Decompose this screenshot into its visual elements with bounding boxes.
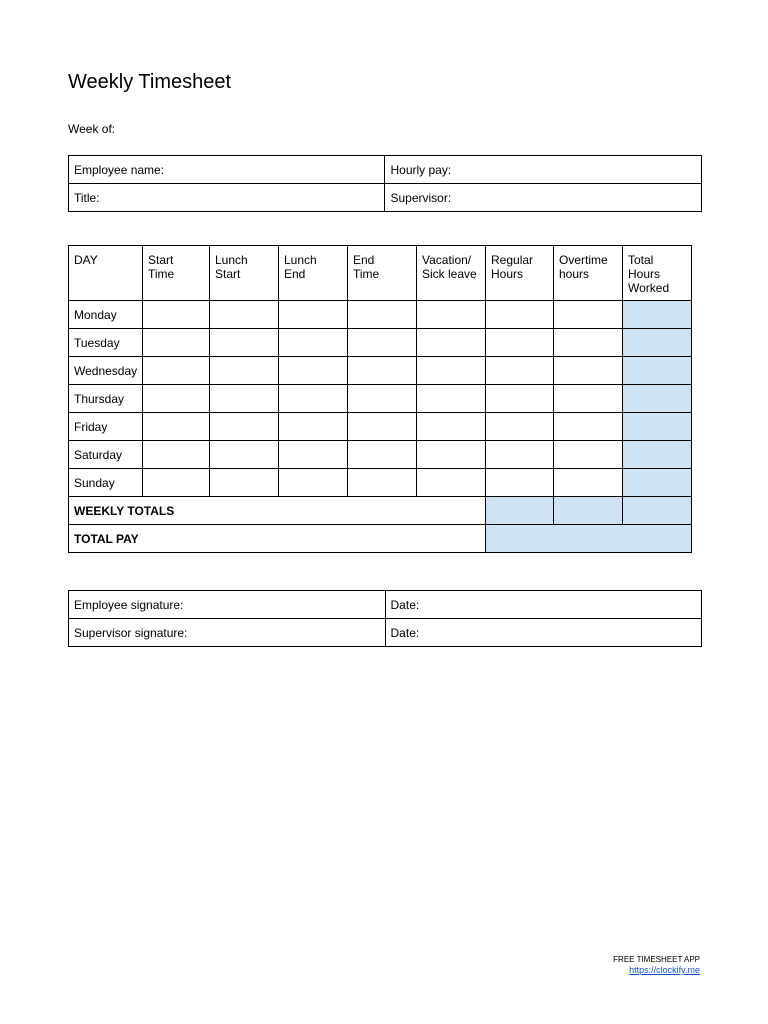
header-start-time-line2: Time [148, 267, 175, 281]
day-label: Friday [69, 413, 143, 441]
start-time-cell[interactable] [143, 357, 210, 385]
vacation-cell[interactable] [417, 385, 486, 413]
end-time-cell[interactable] [348, 413, 417, 441]
regular-hours-cell[interactable] [486, 413, 554, 441]
lunch-start-cell[interactable] [210, 469, 279, 497]
weekly-hours-total-cell[interactable] [623, 497, 692, 525]
lunch-start-cell[interactable] [210, 413, 279, 441]
header-lunch-end [279, 246, 348, 301]
weekly-totals-label: WEEKLY TOTALS [69, 497, 486, 525]
header-lunch-start-line1: Lunch [215, 253, 248, 267]
start-time-cell[interactable] [143, 301, 210, 329]
end-time-cell[interactable] [348, 357, 417, 385]
header-overtime-line1: Overtime [559, 253, 608, 267]
total-hours-cell[interactable] [623, 301, 692, 329]
total-hours-cell[interactable] [623, 413, 692, 441]
header-overtime-line2: hours [559, 267, 590, 281]
vacation-cell[interactable] [417, 301, 486, 329]
overtime-hours-cell[interactable] [554, 469, 623, 497]
day-row-saturday [69, 441, 692, 469]
timesheet-header-row [69, 246, 692, 301]
lunch-start-cell[interactable] [210, 441, 279, 469]
end-time-cell[interactable] [348, 329, 417, 357]
employee-info-table [68, 155, 702, 212]
lunch-end-cell[interactable] [279, 385, 348, 413]
total-pay-label: TOTAL PAY [69, 525, 486, 553]
regular-hours-cell[interactable] [486, 329, 554, 357]
total-hours-cell[interactable] [623, 329, 692, 357]
header-lunch-start-line2: Start [215, 267, 241, 281]
signature-table [68, 590, 702, 647]
day-label: Thursday [69, 385, 143, 413]
header-start-time-line1: Start [148, 253, 174, 267]
end-time-cell[interactable] [348, 301, 417, 329]
start-time-cell[interactable] [143, 329, 210, 357]
total-hours-cell[interactable] [623, 469, 692, 497]
info-row [69, 156, 702, 184]
regular-hours-cell[interactable] [486, 385, 554, 413]
start-time-cell[interactable] [143, 441, 210, 469]
lunch-end-cell[interactable] [279, 441, 348, 469]
employee-name-field[interactable]: Employee name: [69, 156, 385, 184]
weekly-totals-row [69, 497, 692, 525]
regular-hours-cell[interactable] [486, 357, 554, 385]
page-title: Weekly Timesheet [68, 71, 232, 93]
start-time-cell[interactable] [143, 385, 210, 413]
overtime-hours-cell[interactable] [554, 329, 623, 357]
header-vacation-line2: Sick leave [422, 267, 477, 281]
regular-hours-cell[interactable] [486, 301, 554, 329]
header-total-line2: Hours [628, 267, 661, 281]
header-total-hours-worked [623, 246, 692, 301]
lunch-end-cell[interactable] [279, 301, 348, 329]
vacation-cell[interactable] [417, 329, 486, 357]
supervisor-field[interactable]: Supervisor: [385, 184, 702, 212]
header-total-line1: Total [628, 253, 654, 267]
total-pay-row [69, 525, 692, 553]
day-row-wednesday [69, 357, 692, 385]
day-label: Monday [69, 301, 143, 329]
day-row-friday [69, 413, 692, 441]
employee-date-field[interactable]: Date: [385, 591, 701, 619]
header-overtime-hours [554, 246, 623, 301]
footer-app-label: FREE TIMESHEET APP [613, 955, 700, 964]
total-hours-cell[interactable] [623, 357, 692, 385]
timesheet-table [68, 245, 692, 553]
day-label: Saturday [69, 441, 143, 469]
week-of-label: Week of: [68, 122, 116, 136]
overtime-hours-cell[interactable] [554, 441, 623, 469]
vacation-cell[interactable] [417, 413, 486, 441]
title-field[interactable]: Title: [69, 184, 385, 212]
overtime-hours-cell[interactable] [554, 357, 623, 385]
supervisor-date-field[interactable]: Date: [385, 619, 701, 647]
overtime-hours-cell[interactable] [554, 301, 623, 329]
signature-row [69, 619, 702, 647]
day-row-monday [69, 301, 692, 329]
total-pay-cell[interactable] [486, 525, 692, 553]
header-vacation-sick-leave [417, 246, 486, 301]
lunch-end-cell[interactable] [279, 357, 348, 385]
total-hours-cell[interactable] [623, 441, 692, 469]
weekly-overtime-total-cell[interactable] [554, 497, 623, 525]
lunch-start-cell[interactable] [210, 357, 279, 385]
regular-hours-cell[interactable] [486, 441, 554, 469]
overtime-hours-cell[interactable] [554, 413, 623, 441]
supervisor-signature-field[interactable]: Supervisor signature: [69, 619, 386, 647]
day-row-sunday [69, 469, 692, 497]
header-end-time-line2: Time [353, 267, 380, 281]
day-row-thursday [69, 385, 692, 413]
weekly-regular-total-cell[interactable] [486, 497, 554, 525]
header-end-time-line1: End [353, 253, 375, 267]
header-start-time [143, 246, 210, 301]
end-time-cell[interactable] [348, 469, 417, 497]
header-day-label: DAY [74, 253, 98, 267]
vacation-cell[interactable] [417, 469, 486, 497]
signature-row [69, 591, 702, 619]
lunch-start-cell[interactable] [210, 329, 279, 357]
overtime-hours-cell[interactable] [554, 385, 623, 413]
day-label: Tuesday [69, 329, 143, 357]
lunch-end-cell[interactable] [279, 413, 348, 441]
hourly-pay-field[interactable]: Hourly pay: [385, 156, 702, 184]
lunch-start-cell[interactable] [210, 385, 279, 413]
day-label: Sunday [69, 469, 143, 497]
header-lunch-start [210, 246, 279, 301]
header-regular-hours [486, 246, 554, 301]
end-time-cell[interactable] [348, 385, 417, 413]
start-time-cell[interactable] [143, 469, 210, 497]
header-vacation-line1: Vacation/ [422, 253, 472, 267]
header-lunch-end-line2: End [284, 267, 306, 281]
day-row-tuesday [69, 329, 692, 357]
lunch-end-cell[interactable] [279, 469, 348, 497]
header-lunch-end-line1: Lunch [284, 253, 317, 267]
clockify-link[interactable]: https://clockify.me [629, 965, 700, 975]
header-regular-line2: Hours [491, 267, 524, 281]
header-regular-line1: Regular [491, 253, 534, 267]
header-end-time [348, 246, 417, 301]
total-hours-cell[interactable] [623, 385, 692, 413]
footer [613, 954, 700, 976]
start-time-cell[interactable] [143, 413, 210, 441]
end-time-cell[interactable] [348, 441, 417, 469]
lunch-end-cell[interactable] [279, 329, 348, 357]
vacation-cell[interactable] [417, 357, 486, 385]
regular-hours-cell[interactable] [486, 469, 554, 497]
header-day [69, 246, 143, 301]
info-row [69, 184, 702, 212]
lunch-start-cell[interactable] [210, 301, 279, 329]
header-total-line3: Worked [628, 281, 670, 295]
vacation-cell[interactable] [417, 441, 486, 469]
day-label: Wednesday [69, 357, 143, 385]
employee-signature-field[interactable]: Employee signature: [69, 591, 386, 619]
